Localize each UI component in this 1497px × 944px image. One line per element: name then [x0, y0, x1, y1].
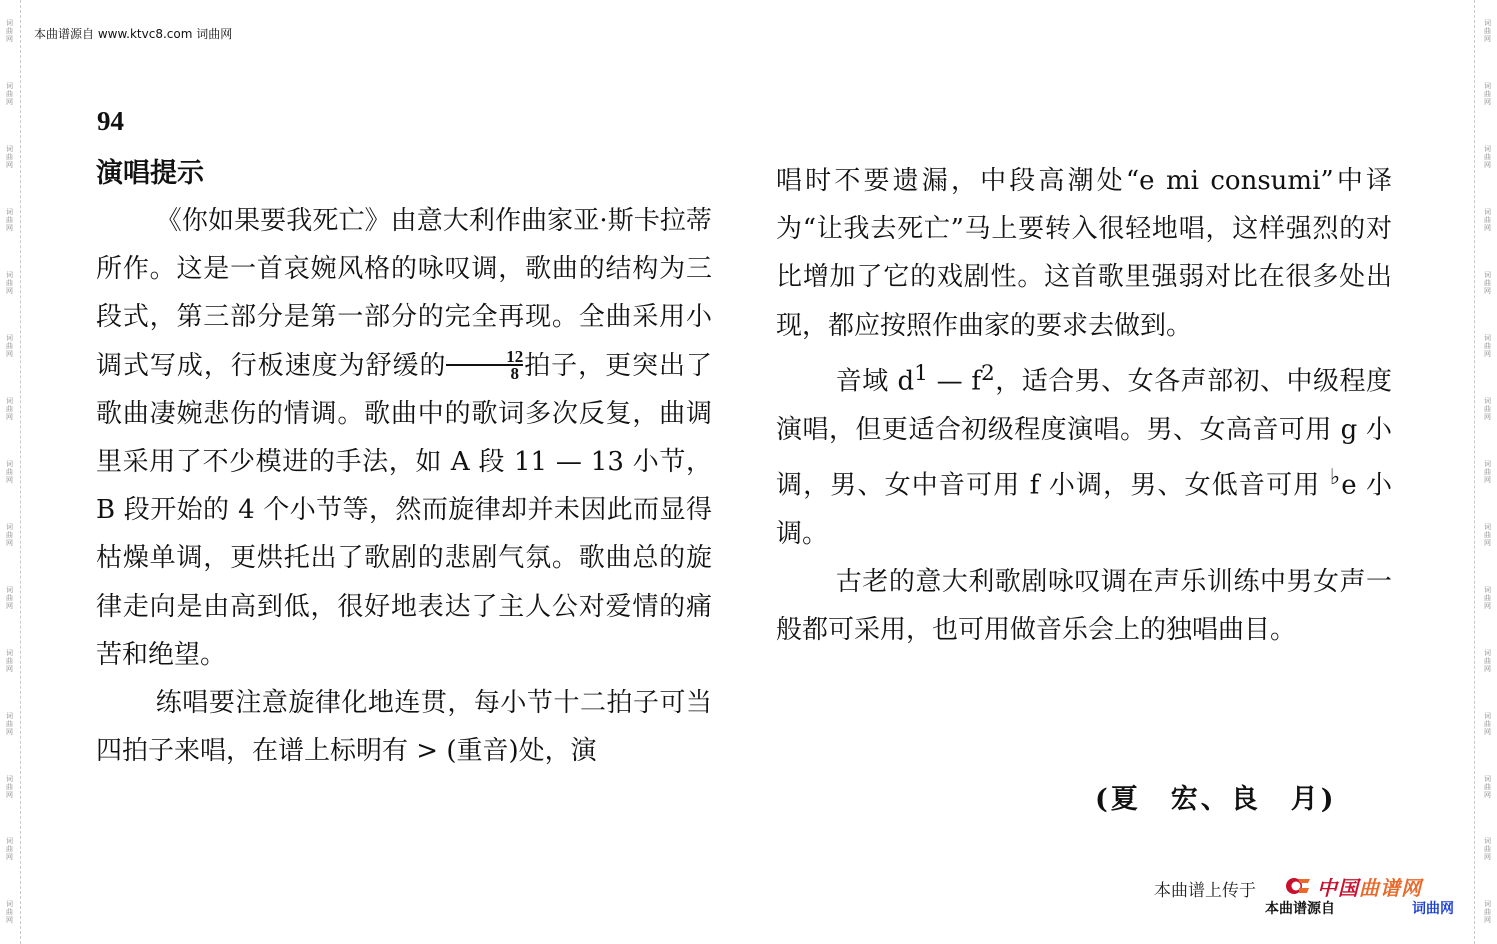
watermark-text: 词曲网 [1483, 459, 1492, 484]
time-signature-numerator: 12 [446, 349, 523, 366]
watermark-text: 词曲网 [5, 396, 14, 421]
watermark-text: 词曲网 [1483, 585, 1492, 610]
closing-paragraph: 古老的意大利歌剧咏叹调在声乐训练中男女声一般都可采用，也可用做音乐会上的独唱曲目。 [776, 566, 1392, 646]
watermark-text: 词曲网 [1483, 774, 1492, 799]
intro-text: 《你如果要我死亡》由意大利作曲家亚·斯卡拉蒂所作。这是一首哀婉风格的咏叹调，歌曲的结构为三段式，第三部分是第一部分的完全再现。全曲采用小调式写成，行板速度为舒缓的 [96, 206, 712, 381]
watermark-text: 词曲网 [5, 334, 14, 359]
watermark-text: 词曲网 [1483, 145, 1492, 170]
left-watermark-strip [2, 0, 16, 944]
watermark-text: 词曲网 [5, 585, 14, 610]
footer-source-label: 本曲谱源自 [1265, 901, 1335, 917]
author-credit: (夏 宏、良 月) [1095, 784, 1337, 815]
logo-brand-text: 中国 [1317, 876, 1359, 900]
page-number: 94 [97, 106, 124, 136]
watermark-text: 词曲网 [5, 522, 14, 547]
range-text-d: e 小调。 [776, 470, 1392, 549]
range-text-a: 音域 d [835, 366, 915, 397]
watermark-text: 词曲网 [5, 145, 14, 170]
footer-site-link[interactable]: 词曲网 [1412, 901, 1454, 917]
watermark-text: 词曲网 [1483, 19, 1492, 44]
watermark-text: 词曲网 [1483, 208, 1492, 233]
footer-upload-text: 本曲谱上传于 [1154, 881, 1256, 901]
range-superscript-2: 2 [981, 360, 995, 386]
watermark-text: 词曲网 [5, 271, 14, 296]
logo-accent-text: 曲谱网 [1359, 876, 1422, 900]
practice-paragraph-continued: 唱时不要遗漏，中段高潮处“e mi consumi”中译为“让我去死亡”马上要转入很轻地唱，这样强烈的对比增加了它的戏剧性。这首歌里强弱对比在很多处出现，都应按照作曲家的要求去做到。 [776, 166, 1392, 341]
watermark-text: 词曲网 [1483, 396, 1492, 421]
watermark-text: 词曲网 [1483, 334, 1492, 359]
watermark-text: 词曲网 [1483, 648, 1492, 673]
watermark-text: 词曲网 [5, 837, 14, 862]
practice-paragraph: 练唱要注意旋律化地连贯，每小节十二拍子可当四拍子来唱，在谱上标明有 > (重音)处，演 [96, 688, 712, 767]
range-superscript-1: 1 [914, 360, 928, 386]
watermark-text: 词曲网 [1483, 522, 1492, 547]
right-watermark-strip [1480, 0, 1494, 944]
watermark-text: 词曲网 [1483, 271, 1492, 296]
watermark-text: 词曲网 [1483, 900, 1492, 925]
section-heading: 演唱提示 [96, 158, 204, 189]
watermark-text: 词曲网 [1483, 837, 1492, 862]
watermark-text: 词曲网 [5, 774, 14, 799]
header-source-note: 本曲谱源自 www.ktvc8.com 词曲网 [34, 27, 233, 41]
right-margin-line [1474, 0, 1475, 944]
watermark-text: 词曲网 [1483, 711, 1492, 736]
range-paragraph [776, 350, 1392, 558]
watermark-text: 词曲网 [5, 711, 14, 736]
watermark-text: 词曲网 [5, 900, 14, 925]
range-text-b: — f [927, 366, 982, 397]
logo-mark-icon [1284, 876, 1312, 896]
watermark-text: 词曲网 [5, 208, 14, 233]
left-text-column [96, 151, 712, 775]
range-text-c: ，适合男、女各声部初、中级程度演唱，但更适合初级程度演唱。男、女高音可用 g 小调，男、女中音可用 f 小调，男、女低音可用 [776, 366, 1392, 501]
left-margin-line [20, 0, 21, 944]
flat-sign: ♭ [1329, 464, 1342, 490]
watermark-text: 词曲网 [5, 648, 14, 673]
site-logo[interactable] [1317, 872, 1422, 901]
time-signature-denominator: 8 [510, 363, 520, 383]
watermark-text: 词曲网 [5, 19, 14, 44]
intro-paragraph [96, 197, 712, 679]
intro-text-tail: 拍子，更突出了歌曲凄婉悲伤的情调。歌曲中的歌词多次反复，曲调里采用了不少模进的手法，如 A 段 11 — 13 小节，B 段开始的 4 个小节等，然而旋律却并未因此而显得枯燥单调，更烘托出了歌剧的悲剧气氛。歌曲总的旋律走向是由高到低，很好地表达了主人公对爱情的痛苦和绝望。 [96, 350, 712, 670]
time-signature [446, 346, 524, 383]
watermark-text: 词曲网 [5, 82, 14, 107]
watermark-text: 词曲网 [5, 459, 14, 484]
right-text-column [776, 157, 1392, 654]
watermark-text: 词曲网 [1483, 82, 1492, 107]
